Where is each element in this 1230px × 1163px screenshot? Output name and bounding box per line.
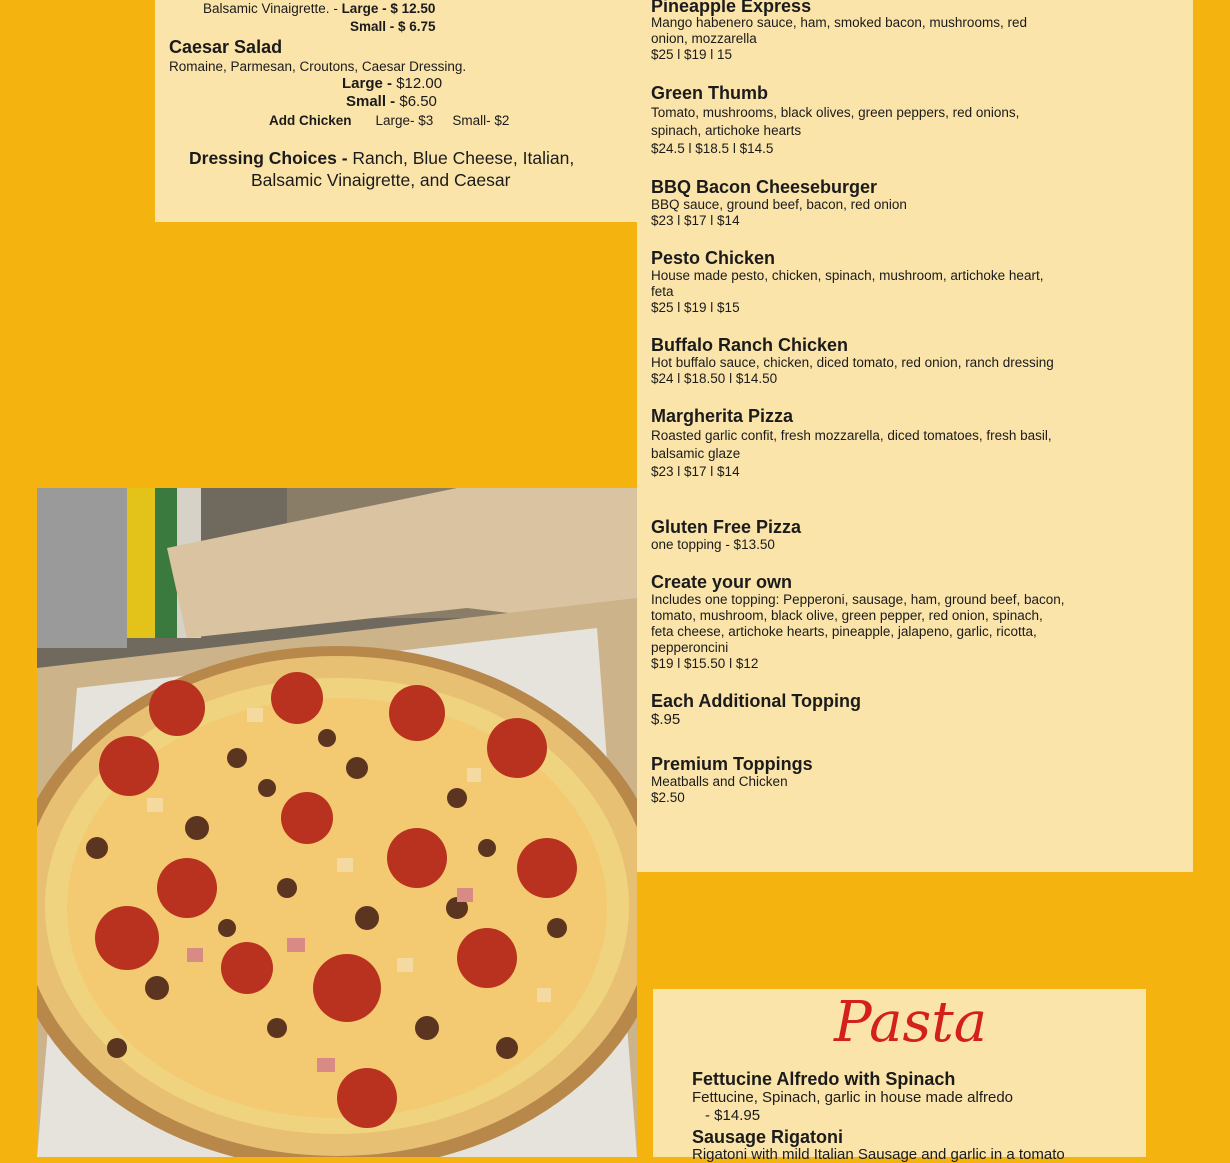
add-chicken-small: Small- $2 (452, 113, 510, 128)
caesar-small-price: $6.50 (399, 93, 437, 110)
balsamic-text: Balsamic Vinaigrette. - (203, 1, 342, 16)
pasta-item-name: Fettucine Alfredo with Spinach (692, 1069, 956, 1089)
caesar-large-label: Large - (342, 75, 397, 92)
add-chicken-line (269, 113, 509, 128)
pizza-desc: pepperoncini (651, 640, 729, 655)
caesar-large-price: $12.00 (396, 75, 443, 92)
pizza-name: BBQ Bacon Cheeseburger (651, 177, 878, 197)
caesar-salad-desc: Romaine, Parmesan, Croutons, Caesar Dressing. (169, 59, 467, 74)
pizza-desc: Tomato, mushrooms, black olives, green peppers, red onions, (651, 105, 1020, 120)
pizza-desc: tomato, mushroom, black olive, green pepper, red onion, spinach, (651, 608, 1043, 623)
dressing-list-2: Balsamic Vinaigrette, and Caesar (251, 170, 511, 190)
pizza-price: $24 l $18.50 l $14.50 (651, 371, 778, 386)
pizza-name: Gluten Free Pizza (651, 517, 802, 537)
pizza-photo-icon (37, 488, 637, 1157)
dressing-label: Dressing Choices - (189, 148, 353, 168)
pizza-desc: Meatballs and Chicken (651, 774, 788, 789)
balsamic-large-price: Large - $ 12.50 (341, 1, 436, 16)
pizza-name: Premium Toppings (651, 754, 813, 774)
pasta-item-desc: Rigatoni with mild Italian Sausage and garlic in a tomato (692, 1146, 1065, 1163)
pizza-price: $19 l $15.50 l $12 (651, 656, 759, 671)
pizza-desc: feta cheese, artichoke hearts, pineapple, jalapeno, garlic, ricotta, (651, 624, 1037, 639)
caesar-small-line (346, 93, 437, 110)
pizza-desc: balsamic glaze (651, 446, 741, 461)
pizza-name: Pineapple Express (651, 0, 812, 16)
pizza-photo (37, 488, 637, 1157)
pizza-desc: House made pesto, chicken, spinach, mushroom, artichoke heart, (651, 268, 1044, 283)
caesar-small-label: Small - (346, 93, 400, 110)
pasta-item-price: - $14.95 (705, 1107, 761, 1124)
pizza-desc: Includes one topping: Pepperoni, sausage, ham, ground beef, bacon, (651, 592, 1065, 607)
add-chicken-label: Add Chicken (269, 113, 352, 128)
dressing-list-1: Ranch, Blue Cheese, Italian, (352, 148, 575, 168)
balsamic-line (203, 1, 435, 16)
pizza-name: Buffalo Ranch Chicken (651, 335, 849, 355)
pizza-name: Margherita Pizza (651, 406, 794, 426)
pizza-desc: Hot buffalo sauce, chicken, diced tomato, red onion, ranch dressing (651, 355, 1054, 370)
add-chicken-large: Large- $3 (375, 113, 434, 128)
pizza-name: Each Additional Topping (651, 691, 861, 711)
pizza-price: $2.50 (651, 790, 685, 805)
pizza-desc: BBQ sauce, ground beef, bacon, red onion (651, 197, 907, 212)
pizza-name: Pesto Chicken (651, 248, 776, 268)
pasta-title: Pasta (834, 990, 988, 1055)
dressing-choices-line (189, 148, 574, 169)
pizza-price: $25 l $19 l 15 (651, 47, 733, 62)
pizza-desc: spinach, artichoke hearts (651, 123, 802, 138)
balsamic-small-price: Small - $ 6.75 (350, 19, 436, 34)
pizza-name: Create your own (651, 572, 793, 592)
pizza-price: $23 l $17 l $14 (651, 464, 740, 479)
caesar-salad-title: Caesar Salad (169, 37, 283, 57)
pizza-price: $24.5 l $18.5 l $14.5 (651, 141, 774, 156)
pizza-price: $23 l $17 l $14 (651, 213, 740, 228)
pasta-item-desc: Fettucine, Spinach, garlic in house made alfredo (692, 1089, 1014, 1106)
pizza-desc: onion, mozzarella (651, 31, 757, 46)
caesar-large-line (342, 75, 442, 92)
pizza-desc: Roasted garlic confit, fresh mozzarella, diced tomatoes, fresh basil, (651, 428, 1052, 443)
pizza-name: Green Thumb (651, 83, 769, 103)
pizza-price: $.95 (651, 711, 681, 728)
pizza-desc: feta (651, 284, 674, 299)
pizza-price: $25 l $19 l $15 (651, 300, 740, 315)
pizza-desc: one topping - $13.50 (651, 537, 775, 552)
pasta-item-name: Sausage Rigatoni (692, 1127, 844, 1147)
pizza-desc: Mango habenero sauce, ham, smoked bacon, mushrooms, red (651, 15, 1027, 30)
